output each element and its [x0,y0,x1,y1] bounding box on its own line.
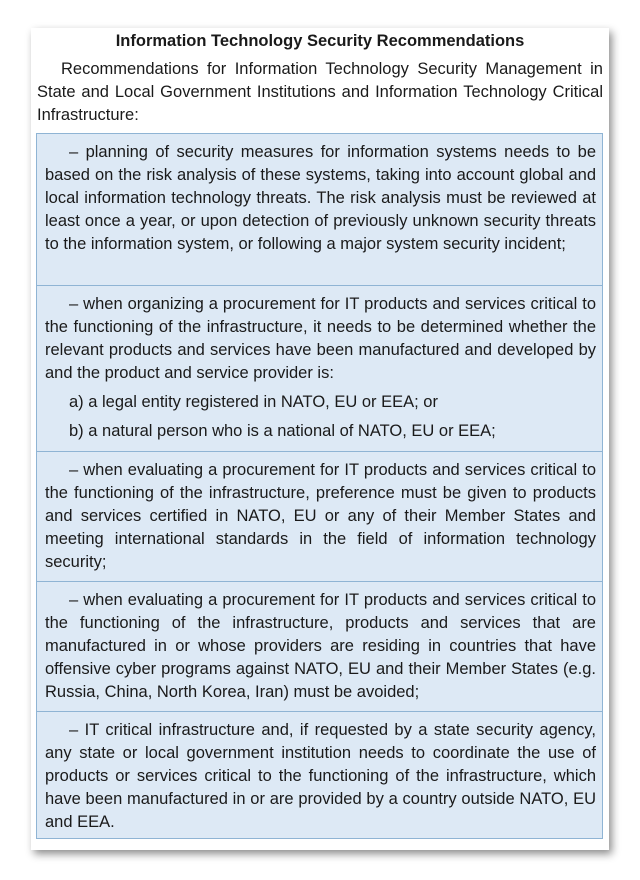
recommendation-text: – planning of security measures for information systems needs to be based on the risk analysis of these systems, taking into account global and local information technology threats. The risk analysis must be reviewed at least once a year, or upon detection of previously unknown security threats to the information system, or following a major system security incident; [45,143,596,253]
recommendation-item-2 [36,285,603,452]
recommendations-list [36,134,603,839]
recommendation-text: – when evaluating a procurement for IT products and services critical to the functioning of the infrastructure, products and services that are manufactured in or whose providers are residing in countries that have offensive cyber programs against NATO, EU and their Member States (e.g. Russia, China, North Korea, Iran) must be avoided; [45,591,596,701]
recommendation-item-3 [36,451,603,582]
recommendation-subitem-a: a) a legal entity registered in NATO, EU or EEA; or [69,393,438,411]
intro-paragraph: Recommendations for Information Technology Security Management in State and Local Government Institutions and Information Technology Critical Infrastructure: [37,60,603,124]
recommendation-text: – IT critical infrastructure and, if requested by a state security agency, any state or local government institution needs to coordinate the use of products or services critical to the functioning of the infrastructure, which have been manufactured in or are provided by a country outside NATO, EU and EEA. [45,721,596,831]
document-title: Information Technology Security Recommendations [115,32,525,50]
recommendation-text: – when organizing a procurement for IT products and services critical to the functioning of the infrastructure, it needs to be determined whether the relevant products and services have been manufactured and developed by and the product and service provider is: [45,295,596,382]
recommendation-item-4 [36,581,603,712]
recommendation-item-5 [36,711,603,839]
recommendation-item-1 [36,133,603,286]
recommendation-subitem-b: b) a natural person who is a national of NATO, EU or EEA; [69,422,496,440]
document-page [31,28,609,850]
recommendation-text: – when evaluating a procurement for IT products and services critical to the functioning of the infrastructure, preference must be given to products and services certified in NATO, EU or any of their Member States and meeting international standards in the field of information technology security; [45,461,596,571]
